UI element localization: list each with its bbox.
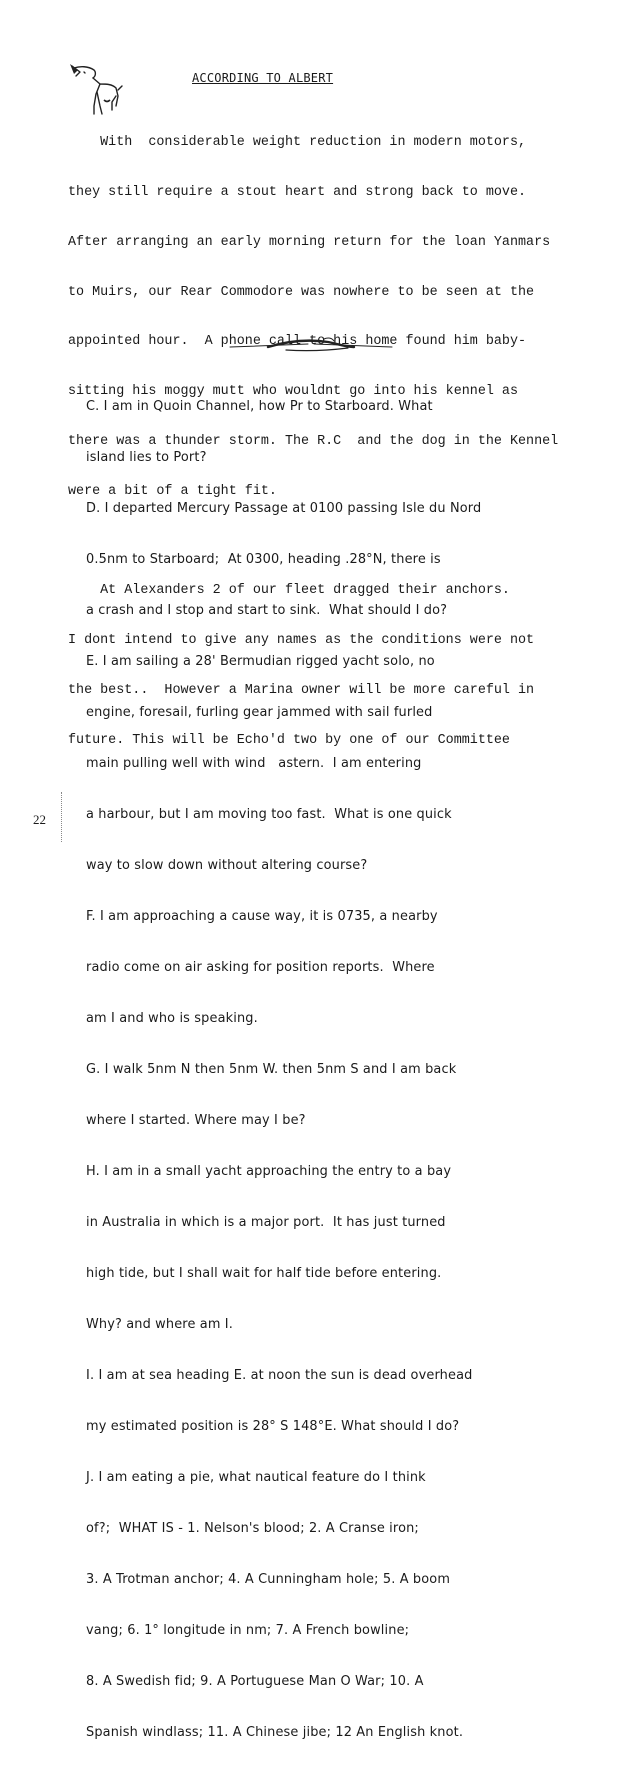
quiz-line: a harbour, but I am moving too fast. What is one quick <box>86 807 452 822</box>
quiz-line: vang; 6. 1° longitude in nm; 7. A French bowline; <box>86 1623 410 1638</box>
quiz-line: D. I departed Mercury Passage at 0100 passing Isle du Nord <box>86 501 482 516</box>
quiz-line: Spanish windlass; 11. A Chinese jibe; 12 An English knot. <box>86 1725 464 1740</box>
quiz-line: where I started. Where may I be? <box>86 1113 306 1128</box>
paragraph-line: At Alexanders 2 of our fleet dragged their anchors. <box>68 583 510 599</box>
paragraph-line: After arranging an early morning return for the loan Yanmars <box>68 234 551 250</box>
quiz-line: H. I am in a small yacht approaching the entry to a bay <box>86 1164 452 1179</box>
quiz-line: F. I am approaching a cause way, it is 0735, a nearby <box>86 909 438 924</box>
quiz-line: Why? and where am I. <box>86 1317 233 1332</box>
article-title: ACCORDING TO ALBERT <box>192 71 334 85</box>
quiz-line: of?; WHAT IS - 1. Nelson's blood; 2. A Cranse iron; <box>86 1521 419 1536</box>
quiz-line: 8. A Swedish fid; 9. A Portuguese Man O War; 10. A <box>86 1674 424 1689</box>
quiz-line: engine, foresail, furling gear jammed with sail furled <box>86 705 433 720</box>
quiz-line: 3. A Trotman anchor; 4. A Cunningham hole; 5. A boom <box>86 1572 451 1587</box>
paragraph-line: to Muirs, our Rear Commodore was nowhere to be seen at the <box>68 284 535 300</box>
quiz-line: main pulling well with wind astern. I am entering <box>86 756 422 771</box>
quiz-line: J. I am eating a pie, what nautical feature do I think <box>86 1470 426 1485</box>
paragraph-line: I dont intend to give any names as the conditions were not <box>68 633 535 648</box>
quiz-line: E. I am sailing a 28' Bermudian rigged yacht solo, no <box>86 654 435 669</box>
paragraph-line: the best.. However a Marina owner will be more careful in <box>68 682 535 698</box>
quiz-line: 0.5nm to Starboard; At 0300, heading .28°N, there is <box>86 552 441 567</box>
paragraph-line: they still require a stout heart and strong back to move. <box>68 184 527 200</box>
quiz-line: am I and who is speaking. <box>86 1011 258 1026</box>
quiz-line: my estimated position is 28° S 148°E. What should I do? <box>86 1419 460 1434</box>
quiz-line: C. I am in Quoin Channel, how Pr to Starboard. What <box>86 399 433 414</box>
quiz-line: high tide, but I shall wait for half tide before entering. <box>86 1266 442 1281</box>
paragraph-line: With considerable weight reduction in modern motors, <box>68 135 527 151</box>
paragraph-line: sitting his moggy mutt who wouldnt go into his kennel as <box>68 384 518 400</box>
paragraph-line: there was a thunder storm. The R.C and the dog in the Kennel <box>68 433 559 449</box>
paragraph-line: appointed hour. A phone call to his home found him baby- <box>68 334 527 350</box>
paragraph-line: were a bit of a tight fit. <box>68 483 277 499</box>
quiz-line: G. I walk 5nm N then 5nm W. then 5nm S and I am back <box>86 1062 457 1077</box>
quiz-line: island lies to Port? <box>86 450 207 465</box>
quiz-line: a crash and I stop and start to sink. What should I do? <box>86 603 448 618</box>
quiz-line: in Australia in which is a major port. It has just turned <box>86 1215 446 1230</box>
quiz-line: way to slow down without altering course? <box>86 858 368 873</box>
page-number: 22 <box>33 812 46 827</box>
flourish-divider-icon <box>228 335 394 357</box>
quiz-line: I. I am at sea heading E. at noon the sun is dead overhead <box>86 1368 473 1383</box>
margin-rule <box>61 792 63 842</box>
quiz-questions <box>86 364 586 1775</box>
quiz-line: radio come on air asking for position reports. Where <box>86 960 435 975</box>
paragraph-line: future. This will be Echo'd two by one of our Committee <box>68 732 510 748</box>
